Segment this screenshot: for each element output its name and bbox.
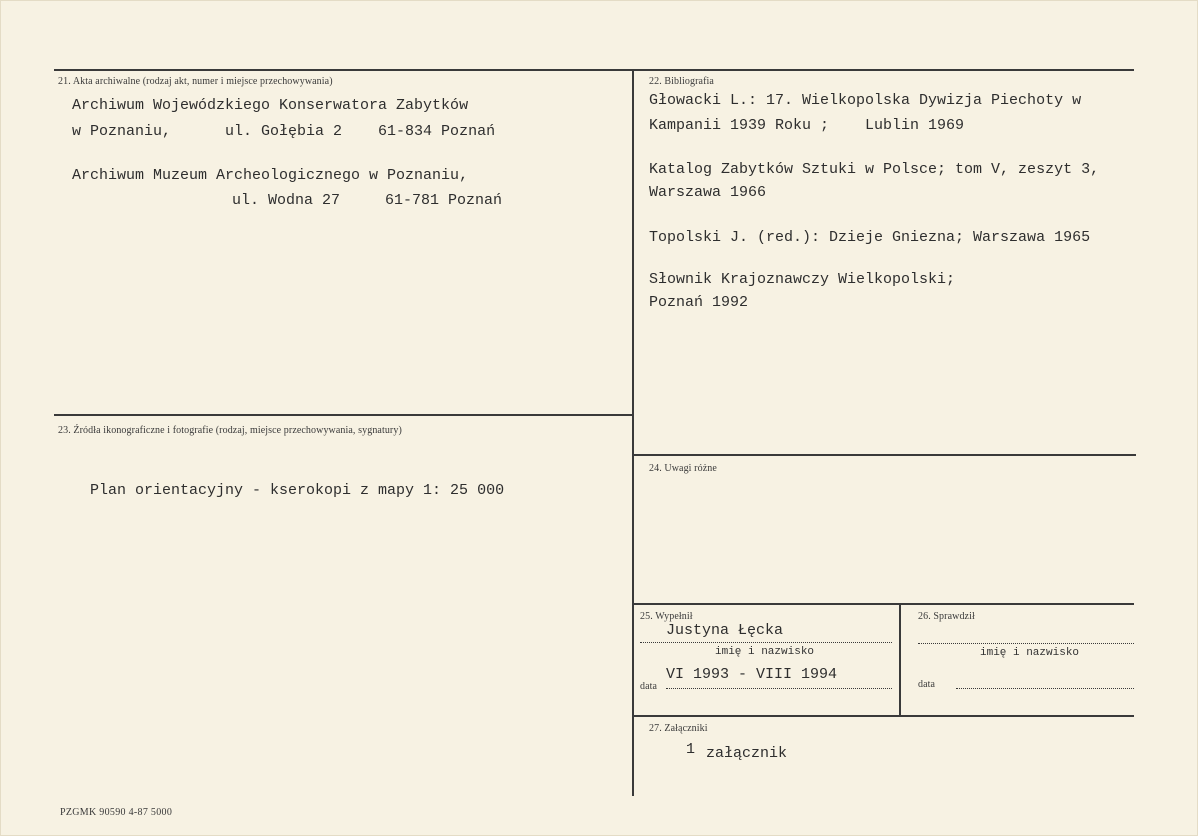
date-dotted-line <box>666 688 892 689</box>
name-dotted-line <box>640 642 892 643</box>
section-27-rule <box>634 715 1134 717</box>
section-24-rule <box>634 454 1136 456</box>
date-label: data <box>640 681 658 692</box>
bibliography-line: Poznań 1992 <box>649 294 749 311</box>
filled-date: VI 1993 - VIII 1994 <box>666 666 838 683</box>
section-24-label: 24. Uwagi różne <box>649 463 717 474</box>
bibliography-line: Warszawa 1966 <box>649 184 767 201</box>
verifier-caption: imię i nazwisko <box>980 647 1080 659</box>
attachment-text: załącznik <box>706 745 788 762</box>
verifier-dotted-line <box>918 643 1134 644</box>
form-code-footer: PZGMK 90590 4-87 5000 <box>60 807 173 818</box>
section-22-label: 22. Bibliografia <box>649 76 714 87</box>
archive-line-3: Archiwum Muzeum Archeologicznego w Poznaniu, <box>72 167 469 184</box>
section-27-label: 27. Załączniki <box>649 723 708 734</box>
bibliography-line: Kampanii 1939 Roku ; Lublin 1969 <box>649 117 965 134</box>
section-26-divider <box>899 605 901 715</box>
archive-line-1: Archiwum Wojewódzkiego Konserwatora Zabytków <box>72 97 469 114</box>
section-25-rule <box>634 603 1134 605</box>
attachment-count: 1 <box>686 741 696 758</box>
verifier-date-label: data <box>918 679 936 690</box>
section-23-rule <box>54 414 632 416</box>
iconography-text: Plan orientacyjny - kserokopi z mapy 1: 25 000 <box>90 482 505 499</box>
top-rule <box>54 69 1134 71</box>
section-25-label: 25. Wypełnił <box>640 611 693 622</box>
filled-by-name: Justyna Łęcka <box>666 622 784 639</box>
section-23-label: 23. Źródła ikonograficzne i fotografie (rodzaj, miejsce przechowywania, sygnatury) <box>58 425 402 436</box>
section-26-label: 26. Sprawdził <box>918 611 975 622</box>
archive-line-2: w Poznaniu, ul. Gołębia 2 61-834 Poznań <box>72 123 496 140</box>
verifier-date-dotted-line <box>956 688 1134 689</box>
bibliography-line: Topolski J. (red.): Dzieje Gniezna; Warszawa 1965 <box>649 229 1091 246</box>
archive-line-4: ul. Wodna 27 61-781 Poznań <box>232 192 503 209</box>
section-21-label: 21. Akta archiwalne (rodzaj akt, numer i miejsce przechowywania) <box>58 76 333 87</box>
name-caption: imię i nazwisko <box>715 646 815 658</box>
bibliography-line: Katalog Zabytków Sztuki w Polsce; tom V, zeszyt 3, <box>649 161 1100 178</box>
center-divider <box>632 71 634 796</box>
bibliography-line: Słownik Krajoznawczy Wielkopolski; <box>649 271 956 288</box>
bibliography-line: Głowacki L.: 17. Wielkopolska Dywizja Piechoty w <box>649 92 1082 109</box>
